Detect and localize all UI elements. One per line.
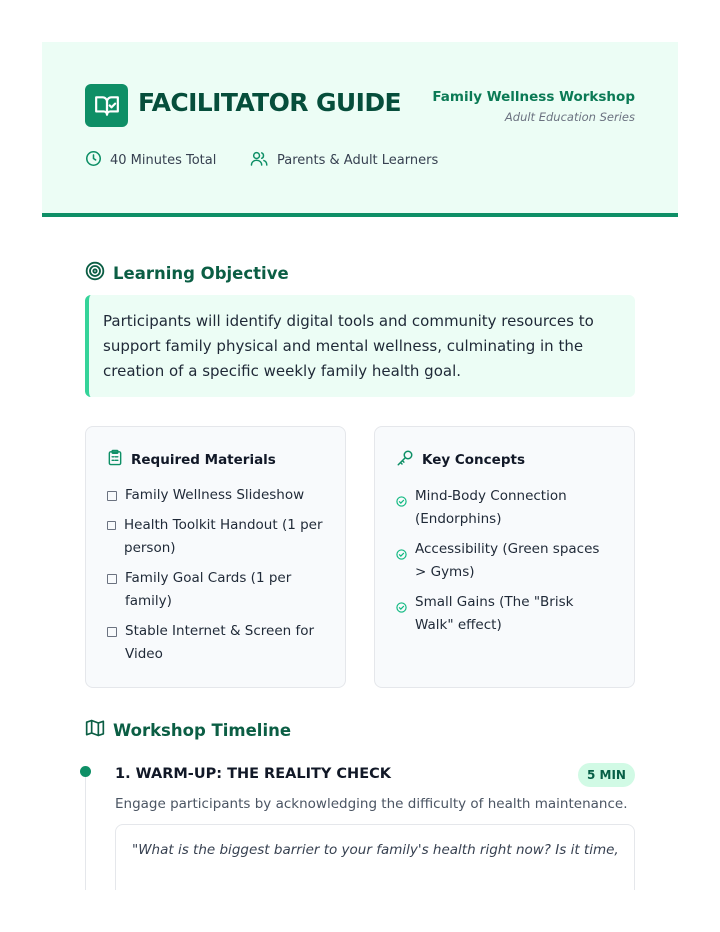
objective-heading xyxy=(85,261,289,285)
list-item: Accessibility (Green spaces > Gyms) xyxy=(396,538,614,584)
checkbox-icon xyxy=(107,627,117,637)
timeline-title: Workshop Timeline xyxy=(113,720,292,740)
check-circle-icon xyxy=(396,492,407,515)
checkbox-icon xyxy=(107,491,117,501)
clipboard-list-icon xyxy=(107,449,123,470)
materials-card xyxy=(85,426,346,688)
objective-callout: Participants will identify digital tools and community resources to support family physical and mental wellness, culminating in the creation of a specific weekly family health goal. xyxy=(85,295,635,397)
guide-header xyxy=(42,42,678,217)
audience-meta xyxy=(250,150,438,171)
checkbox-icon xyxy=(107,574,117,584)
key-icon xyxy=(396,449,414,471)
clock-icon xyxy=(85,150,102,171)
workshop-name: Family Wellness Workshop xyxy=(432,89,635,105)
list-item: Family Goal Cards (1 per family) xyxy=(107,567,325,613)
materials-title: Required Materials xyxy=(131,451,276,468)
list-item: Family Wellness Slideshow xyxy=(107,484,325,507)
duration-meta xyxy=(85,150,216,171)
check-circle-icon xyxy=(396,545,407,568)
concepts-title: Key Concepts xyxy=(422,452,525,468)
step-description: Engage participants by acknowledging the difficulty of health maintenance. xyxy=(115,796,628,812)
step-title: 1. WARM-UP: THE REALITY CHECK xyxy=(115,766,391,782)
checkbox-icon xyxy=(107,521,116,530)
target-icon xyxy=(85,261,105,285)
list-item: Health Toolkit Handout (1 per person) xyxy=(107,514,325,560)
check-circle-icon xyxy=(396,598,407,621)
page-cutoff xyxy=(0,890,720,932)
concepts-card xyxy=(374,426,635,688)
series-name: Adult Education Series xyxy=(504,110,635,124)
list-item: Small Gains (The "Brisk Walk" effect) xyxy=(396,591,614,637)
timeline-track xyxy=(85,772,86,892)
page-title: FACILITATOR GUIDE xyxy=(138,88,401,117)
list-item: Mind-Body Connection (Endorphins) xyxy=(396,485,614,531)
duration-badge: 5 MIN xyxy=(578,763,635,787)
users-icon xyxy=(250,150,269,171)
duration-text: 40 Minutes Total xyxy=(110,153,217,168)
map-icon xyxy=(85,718,105,742)
audience-text: Parents & Adult Learners xyxy=(277,153,439,168)
discussion-prompt: "What is the biggest barrier to your family's health right now? Is it time, xyxy=(115,824,635,904)
timeline-dot xyxy=(80,766,91,777)
list-item: Stable Internet & Screen for Video xyxy=(107,620,325,666)
book-check-icon xyxy=(85,84,128,127)
timeline-heading xyxy=(85,718,291,742)
objective-title: Learning Objective xyxy=(113,263,289,283)
